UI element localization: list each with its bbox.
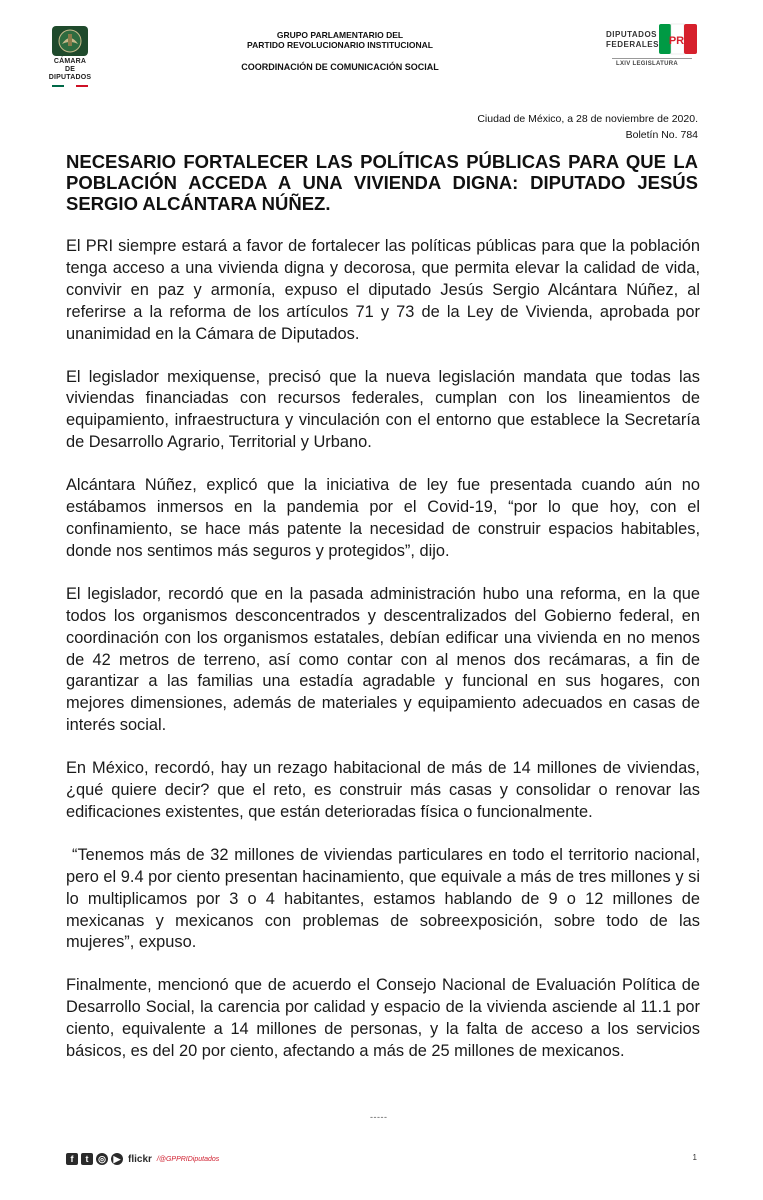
paragraph: Finalmente, mencionó que de acuerdo el Consejo Nacional de Evaluación Política de Desarrollo Social, la carencia por calidad y espacio de la vivienda asciende al 11.1 por ciento, equivalente a 14 millones de personas, y la falta de acceso a los servicios básicos, es del 20 por ciento, afectando a más de 25 millones de mexicanos. bbox=[66, 976, 700, 1061]
instagram-icon[interactable]: ◎ bbox=[96, 1153, 108, 1165]
paragraph: El legislador mexiquense, precisó que la nueva legislación mandata que todas las viviendas financiadas con recursos federales, cumplan con los lineamientos de equipamiento, infraestructura y vinculación con el entorno que establece la Secretaría de Desarrollo Agrario, Territorial y Urbano. bbox=[66, 367, 700, 452]
paragraph: “Tenemos más de 32 millones de viviendas particulares en todo el territorio nacional, pero el 9.4 por ciento presentan hacinamiento, que equivale a más de tres millones y si lo multiplicamos por 3 o 4 habitantes, estamos hablando de 9 o 12 millones de mexicanas y mexicanos con problemas de sobreexposición, sobre todo de las mujeres”, expuso. bbox=[66, 845, 700, 952]
press-release-body bbox=[66, 236, 700, 1084]
social-footer bbox=[66, 1152, 219, 1166]
flickr-label[interactable]: flickr bbox=[128, 1153, 152, 1165]
youtube-icon[interactable]: ▶ bbox=[111, 1153, 123, 1165]
bulletin-number: Boletín No. 784 bbox=[625, 129, 698, 141]
group-line-2: PARTIDO REVOLUCIONARIO INSTITUCIONAL bbox=[247, 40, 433, 50]
divider bbox=[612, 58, 692, 59]
social-handle[interactable]: /@GPPRIDiputados bbox=[156, 1155, 220, 1163]
pri-diputados-logo bbox=[606, 22, 700, 70]
pri-letters: PRI bbox=[668, 35, 688, 47]
place-date: Ciudad de México, a 28 de noviembre de 2020. bbox=[477, 113, 698, 125]
facebook-icon[interactable]: f bbox=[66, 1153, 78, 1165]
coordination-title: COORDINACIÓN DE COMUNICACIÓN SOCIAL bbox=[241, 62, 439, 72]
header-institution bbox=[200, 30, 480, 72]
paragraph: Alcántara Núñez, explicó que la iniciativa de ley fue presentada cuando aún no estábamos inmersos en la pandemia por el Covid-19, “por lo que hoy, con el confinamiento, se hace más patente la necesidad de construir espacios habitables, donde nos sentimos más seguros y protegidos”, dijo. bbox=[66, 476, 700, 560]
legislature-label: LXIV LEGISLATURA bbox=[616, 61, 679, 67]
twitter-icon[interactable]: t bbox=[81, 1153, 93, 1165]
page-number: 1 bbox=[692, 1153, 697, 1162]
dateline bbox=[477, 111, 698, 143]
paragraph: El legislador, recordó que en la pasada administración hubo una reforma, en la que todos los organismos desconcentrados y descentralizados del Gobierno federal, en coordinación con los organismos estatales, debían edificar una vivienda en no menos de 42 metros de terreno, así como contar con al menos dos recámaras, a fin de garantizar a las familias una estadía agradable y funcional en sus hogares, con mejores dimensiones, además de materiales y equipamiento adecuados en casas de interés social. bbox=[66, 584, 700, 735]
paragraph: En México, recordó, hay un rezago habitacional de más de 14 millones de viviendas, ¿qué quiere decir? que el reto, es construir más casas y consolidar o renovar las edificaciones existentes, que están deterioradas física o funcionalmente. bbox=[66, 759, 700, 821]
end-mark: ----- bbox=[370, 1112, 388, 1122]
camara-diputados-logo bbox=[48, 24, 92, 87]
pri-emblem-icon bbox=[658, 22, 698, 62]
press-release-title: NECESARIO FORTALECER LAS POLÍTICAS PÚBLICAS PARA QUE LA POBLACIÓN ACCEDA A UNA VIVIENDA DIGNA: DIPUTADO JESÚS SERGIO ALCÁNTARA NÚÑEZ. bbox=[66, 151, 698, 214]
diputados-federales-label: DIPUTADOS FEDERALES bbox=[606, 30, 659, 49]
flag-stripe bbox=[52, 85, 88, 87]
camara-label: CÁMARA DE DIPUTADOS bbox=[48, 58, 92, 81]
group-line-1: GRUPO PARLAMENTARIO DEL bbox=[276, 30, 404, 40]
paragraph: El PRI siempre estará a favor de fortalecer las políticas públicas para que la población tenga acceso a una vivienda digna y decorosa, que permita elevar la calidad de vida, convivir en paz y armonía, expuso el diputado Jesús Sergio Alcántara Núñez, al referirse a la reforma de los artículos 71 y 73 de la Ley de Vivienda, aprobada por unanimidad en la Cámara de Diputados. bbox=[66, 237, 700, 343]
eagle-seal-icon bbox=[50, 24, 90, 58]
